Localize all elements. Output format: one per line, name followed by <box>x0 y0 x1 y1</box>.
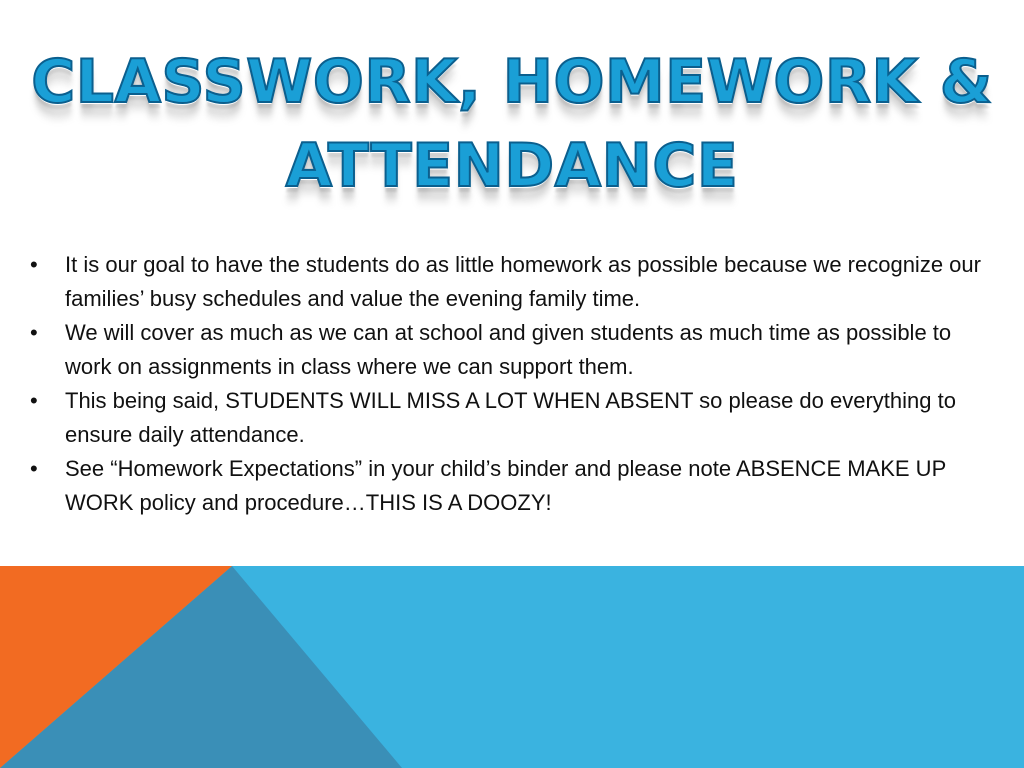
bullet-text: This being said, STUDENTS WILL MISS A LOT WHEN ABSENT so please do everything to ensure daily attendance. <box>65 388 956 447</box>
bullet-dot: • <box>30 320 38 345</box>
bullet-text: See “Homework Expectations” in your child’s binder and please note ABSENCE MAKE UP WORK policy and procedure…THIS IS A DOOZY! <box>65 456 946 515</box>
slide-title <box>0 40 1024 208</box>
bullet-item <box>30 248 990 316</box>
bullet-text: We will cover as much as we can at school and given students as much time as possible to work on assignments in class where we can support them. <box>65 320 952 379</box>
bullet-text: It is our goal to have the students do as little homework as possible because we recognize our families’ busy schedules and value the evening family time. <box>65 252 981 311</box>
bullet-dot: • <box>30 252 38 277</box>
slide-title-line-2: ATTENDANCE <box>285 131 739 201</box>
bullet-dot: • <box>30 456 38 481</box>
bullet-item <box>30 384 990 452</box>
footer-decoration <box>0 566 1024 768</box>
bullet-item <box>30 452 990 520</box>
bullet-item <box>30 316 990 384</box>
bullet-list <box>30 248 990 520</box>
bullet-dot: • <box>30 388 38 413</box>
slide-title-line-1: CLASSWORK, HOMEWORK & <box>31 47 993 117</box>
